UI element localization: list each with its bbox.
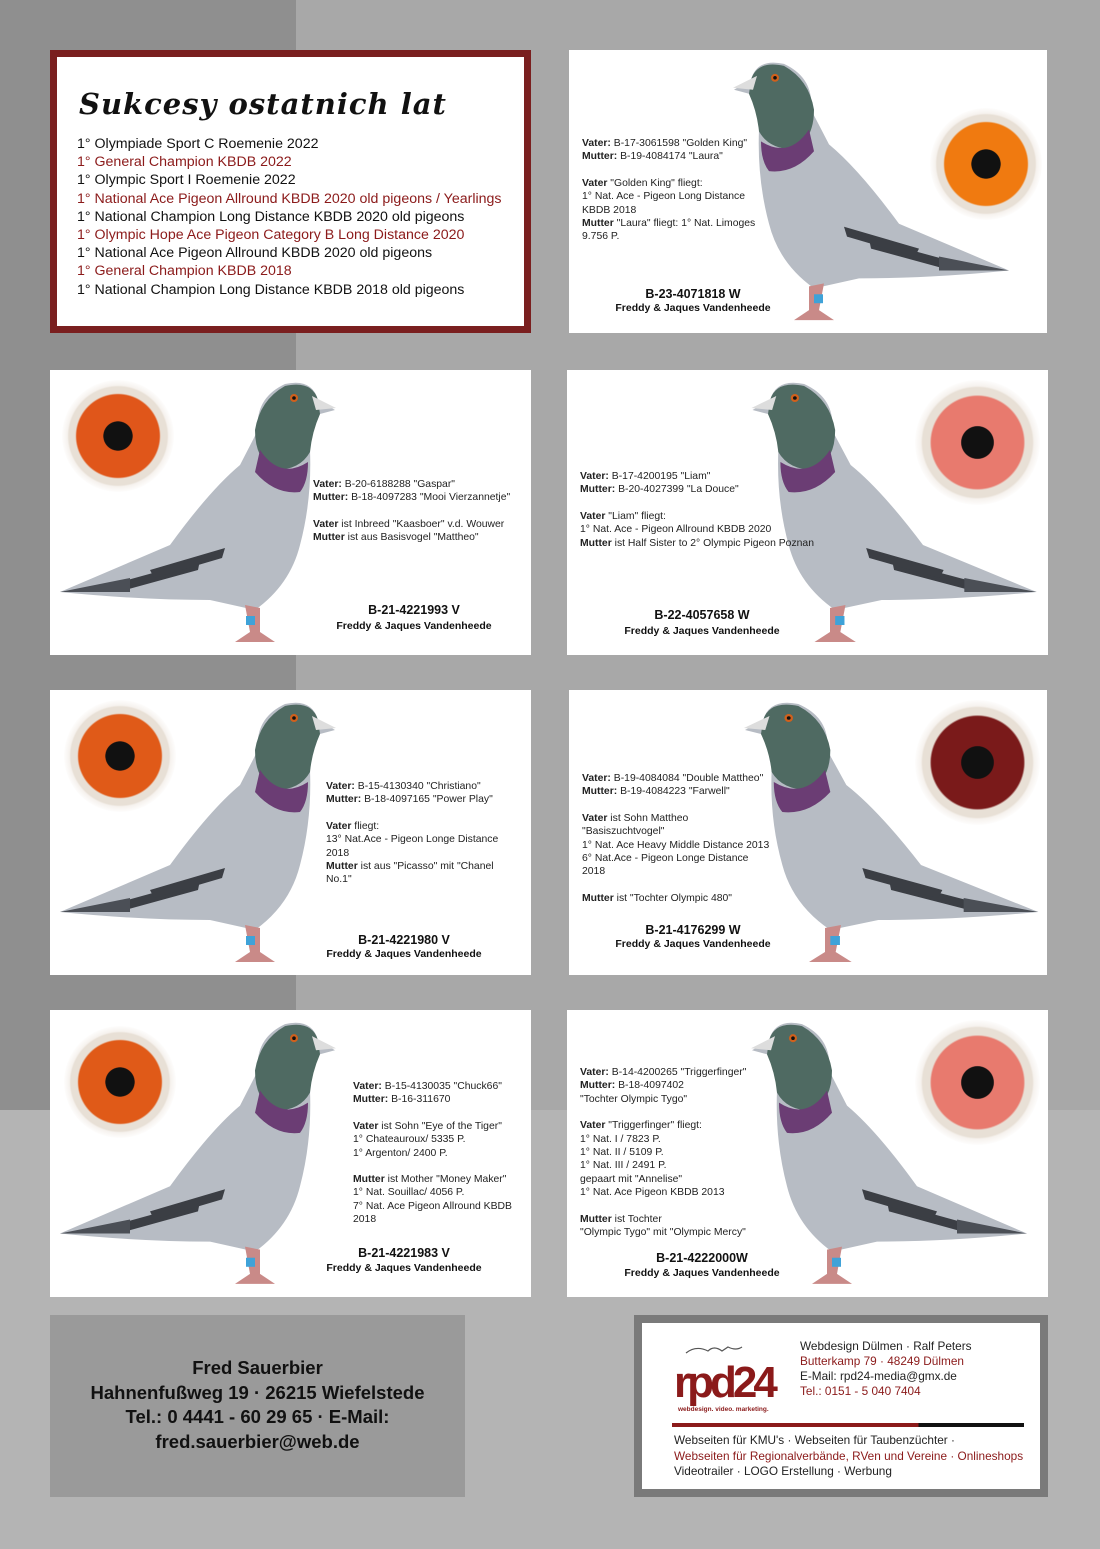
- pedigree-text: "Olympic Tygo" mit "Olympic Mercy": [580, 1227, 746, 1239]
- pedigree-line: [582, 177, 755, 190]
- advert-divider: [672, 1423, 1024, 1427]
- pedigree-line: [582, 785, 769, 798]
- pedigree-text: "Triggerfinger" fliegt:: [605, 1120, 702, 1132]
- contact-name: Fred Sauerbier: [192, 1357, 323, 1378]
- pedigree-line: [582, 852, 769, 865]
- pedigree-text: B-20-4027399 "La Douce": [615, 484, 739, 496]
- pedigree-text: 1° Chateauroux/ 5335 P.: [353, 1134, 466, 1146]
- pedigree-text: No.1": [326, 874, 352, 886]
- pedigree-line: [580, 1079, 746, 1092]
- pedigree-line: [353, 1093, 512, 1106]
- owner-name: Freddy & Jaques Vandenheede: [615, 938, 771, 950]
- ring-number: B-21-4221980 V: [358, 933, 450, 947]
- pedigree-text: "Golden King" fliegt:: [607, 177, 703, 189]
- pedigree-line: [326, 847, 498, 860]
- owner-name: Freddy & Jaques Vandenheede: [615, 302, 771, 314]
- pedigree-line: [580, 1146, 746, 1159]
- pedigree-text: B-18-4097402: [615, 1080, 684, 1092]
- pedigree-label: Vater: [313, 518, 339, 530]
- pedigree-text: 13° Nat.Ace - Pigeon Longe Distance: [326, 834, 499, 846]
- pedigree-line: [326, 780, 498, 793]
- pedigree-line: [582, 190, 755, 203]
- success-item: 1° National Ace Pigeon Allround KBDB 2020 old pigeons: [77, 245, 433, 262]
- pedigree-text: B-18-4097283 "Mooi Vierzannetje": [348, 492, 511, 504]
- advert-line-street: Butterkamp 79 · 48249 Dülmen: [800, 1354, 964, 1368]
- pedigree-text: 1° Argenton/ 2400 P.: [353, 1147, 448, 1159]
- pedigree-line: [582, 150, 755, 163]
- pedigree-label: Vater:: [353, 1081, 382, 1092]
- ring-number: B-23-4071818 W: [645, 287, 741, 301]
- successes-list: [77, 135, 524, 299]
- success-item: 1° Olympiade Sport C Roemenie 2022: [77, 136, 319, 152]
- pedigree-line: [326, 860, 498, 873]
- pedigree-line: [580, 537, 814, 550]
- pedigree-info: [313, 478, 510, 545]
- pedigree-label: Mutter:: [580, 1080, 616, 1092]
- pedigree-text: 1° Nat. Ace - Pigeon Allround KBDB 2020: [580, 524, 772, 536]
- pedigree-label: Mutter: [580, 1213, 612, 1225]
- owner-name: Freddy & Jaques Vandenheede: [624, 1267, 780, 1279]
- pedigree-label: Vater: [353, 1120, 379, 1132]
- pedigree-text: 2018: [582, 866, 606, 878]
- pedigree-text: "Liam" fliegt:: [605, 510, 666, 522]
- pedigree-line: [582, 812, 769, 825]
- pedigree-line: [353, 1200, 512, 1213]
- pedigree-text: ist Sohn "Eye of the Tiger": [378, 1120, 502, 1132]
- pedigree-text: 1° Nat. Ace - Pigeon Long Distance: [582, 191, 745, 203]
- pedigree-line: [326, 807, 498, 820]
- pedigree-label: Vater:: [582, 138, 611, 149]
- pedigree-text: ist Half Sister to 2° Olympic Pigeon Poznan: [611, 537, 814, 549]
- ring-number: B-21-4222000W: [656, 1251, 748, 1265]
- pedigree-line: [353, 1173, 512, 1186]
- success-item: 1° National Champion Long Distance KBDB 2020 old pigeons: [77, 208, 465, 225]
- pedigree-line: [582, 772, 769, 785]
- pedigree-text: B-14-4200265 "Triggerfinger": [608, 1067, 747, 1078]
- pedigree-text: B-19-4084084 "Double Mattheo": [610, 773, 764, 784]
- pigeon-card: [569, 690, 1047, 975]
- pedigree-line: [353, 1080, 512, 1093]
- pedigree-line: [580, 510, 814, 523]
- pedigree-label: Mutter:: [313, 492, 349, 504]
- pedigree-line: [582, 865, 769, 878]
- ring-number: B-21-4176299 W: [645, 923, 741, 937]
- pedigree-line: [353, 1133, 512, 1146]
- ring-number: B-22-4057658 W: [654, 608, 750, 622]
- pedigree-text: B-17-4200195 "Liam": [608, 471, 711, 482]
- pedigree-line: [582, 892, 769, 905]
- successes-box: [50, 50, 531, 333]
- pedigree-text: ist Sohn Mattheo: [607, 812, 689, 824]
- pedigree-line: [580, 483, 814, 496]
- rpd24-logo: [672, 1339, 792, 1415]
- success-item: 1° Olympic Hope Ace Pigeon Category B Long Distance 2020: [77, 227, 465, 244]
- pedigree-line: [582, 839, 769, 852]
- pedigree-line: [326, 833, 498, 846]
- pedigree-label: Mutter:: [353, 1094, 389, 1106]
- pedigree-text: B-20-6188288 "Gaspar": [341, 479, 455, 490]
- pigeon-card: [50, 370, 531, 655]
- pedigree-label: Mutter: [326, 861, 358, 873]
- pedigree-line: [353, 1213, 512, 1226]
- pedigree-text: 1° Nat. I / 7823 P.: [580, 1133, 661, 1145]
- pedigree-line: [313, 491, 510, 504]
- pedigree-line: [582, 137, 755, 150]
- pedigree-text: B-15-4130340 "Christiano": [354, 781, 481, 792]
- pedigree-text: "Tochter Olympic Tygo": [580, 1093, 688, 1105]
- pedigree-text: ist Mother "Money Maker": [384, 1174, 507, 1186]
- pedigree-info: [580, 470, 814, 550]
- pedigree-label: Mutter: [582, 892, 614, 904]
- pedigree-line: [326, 873, 498, 886]
- pedigree-line: [580, 1186, 746, 1199]
- pedigree-line: [353, 1186, 512, 1199]
- pedigree-line: [580, 1119, 746, 1132]
- pedigree-line: [582, 217, 755, 230]
- pedigree-line: [313, 478, 510, 491]
- pedigree-text: B-18-4097165 "Power Play": [361, 794, 493, 806]
- owner-name: Freddy & Jaques Vandenheede: [336, 620, 492, 632]
- pedigree-line: [582, 799, 769, 812]
- pedigree-text: B-17-3061598 "Golden King": [610, 138, 748, 149]
- pedigree-line: [580, 1093, 746, 1106]
- pedigree-line: [582, 164, 755, 177]
- pedigree-line: [313, 505, 510, 518]
- pedigree-line: [580, 470, 814, 483]
- pigeon-card: [567, 370, 1048, 655]
- pedigree-line: [580, 1133, 746, 1146]
- ring-number: B-21-4221983 V: [358, 1246, 450, 1260]
- pedigree-text: "Basiszuchtvogel": [582, 826, 665, 838]
- pedigree-text: B-15-4130035 "Chuck66": [381, 1081, 502, 1092]
- pedigree-info: [582, 772, 769, 905]
- pedigree-text: 2018: [353, 1214, 377, 1226]
- pigeon-card: [569, 50, 1047, 333]
- pedigree-text: B-19-4084174 "Laura": [617, 151, 723, 163]
- logo-wordmark: rpd24: [674, 1358, 774, 1407]
- pedigree-line: [353, 1120, 512, 1133]
- pedigree-label: Vater: [582, 177, 608, 189]
- pedigree-line: [580, 1226, 746, 1239]
- pedigree-line: [580, 1066, 746, 1079]
- owner-name: Freddy & Jaques Vandenheede: [624, 625, 780, 637]
- pedigree-text: ist Inbreed "Kaasboer" v.d. Wouwer: [338, 518, 505, 530]
- pedigree-label: Vater: [580, 1120, 606, 1132]
- pedigree-text: 1° Nat. Souillac/ 4056 P.: [353, 1187, 465, 1199]
- contact-phone: Tel.: 0 4441 - 60 29 65 · E-Mail:: [125, 1406, 390, 1427]
- pedigree-text: KBDB 2018: [582, 204, 637, 216]
- logo-tagline: webdesign. video. marketing.: [678, 1406, 769, 1413]
- pedigree-label: Mutter:: [326, 794, 362, 806]
- pedigree-line: [313, 531, 510, 544]
- advert-services-1: Webseiten für KMU's · Webseiten für Taubenzüchter ·: [674, 1433, 955, 1447]
- advert-line-phone: Tel.: 0151 - 5 040 7404: [800, 1384, 921, 1398]
- advert-line-email[interactable]: E-Mail: rpd24-media@gmx.de: [800, 1369, 957, 1383]
- pedigree-line: [582, 230, 755, 243]
- pedigree-text: 2018: [326, 847, 350, 859]
- pedigree-text: 7° Nat. Ace Pigeon Allround KBDB: [353, 1200, 512, 1212]
- pedigree-line: [580, 1106, 746, 1119]
- pedigree-line: [353, 1160, 512, 1173]
- pedigree-text: "Laura" fliegt: 1° Nat. Limoges: [613, 218, 756, 230]
- pedigree-line: [580, 523, 814, 536]
- pigeon-card: [50, 1010, 531, 1297]
- pedigree-label: Mutter:: [582, 786, 618, 798]
- pedigree-label: Mutter: [313, 532, 345, 544]
- pedigree-label: Mutter: [582, 218, 614, 230]
- pedigree-text: ist aus "Picasso" mit "Chanel: [357, 861, 494, 873]
- pedigree-text: 1° Nat. Ace Pigeon KBDB 2013: [580, 1187, 725, 1199]
- pedigree-label: Vater: [580, 510, 606, 522]
- pedigree-text: 1° Nat. Ace Heavy Middle Distance 2013: [582, 839, 770, 851]
- pedigree-line: [326, 793, 498, 806]
- pedigree-text: ist "Tochter Olympic 480": [613, 892, 732, 904]
- success-item: 1° General Champion KBDB 2018: [77, 263, 292, 280]
- pedigree-label: Mutter:: [582, 151, 618, 163]
- pedigree-text: 1° Nat. III / 2491 P.: [580, 1160, 667, 1172]
- contact-address: Hahnenfußweg 19 · 26215 Wiefelstede: [90, 1381, 425, 1403]
- pedigree-info: [353, 1080, 512, 1227]
- pedigree-label: Mutter:: [580, 484, 616, 496]
- pedigree-line: [353, 1107, 512, 1120]
- advert-panel: [642, 1323, 1040, 1489]
- pedigree-text: 6° Nat.Ace - Pigeon Longe Distance: [582, 853, 749, 865]
- pigeon-card: [567, 1010, 1048, 1297]
- pedigree-text: 9.756 P.: [582, 231, 620, 243]
- pedigree-line: [580, 1200, 746, 1213]
- pedigree-label: Vater: [326, 820, 352, 832]
- ring-number: B-21-4221993 V: [368, 603, 460, 617]
- pedigree-label: Vater:: [326, 781, 355, 792]
- advert-line-company: Webdesign Dülmen · Ralf Peters: [800, 1339, 972, 1353]
- pedigree-line: [582, 879, 769, 892]
- contact-email: fred.sauerbier@web.de: [155, 1430, 360, 1452]
- pedigree-label: Vater:: [580, 471, 609, 482]
- pedigree-text: B-19-4084223 "Farwell": [617, 786, 730, 798]
- pedigree-text: ist aus Basisvogel "Mattheo": [344, 532, 479, 544]
- pedigree-text: 1° Nat. II / 5109 P.: [580, 1147, 664, 1159]
- pedigree-line: [580, 1213, 746, 1226]
- pedigree-text: gepaart mit "Annelise": [580, 1173, 683, 1185]
- pedigree-line: [580, 1159, 746, 1172]
- contact-box: [50, 1315, 465, 1497]
- success-item: 1° National Ace Pigeon Allround KBDB 2020 old pigeons / Yearlings: [77, 190, 502, 207]
- success-item: 1° National Champion Long Distance KBDB 2018 old pigeons: [77, 281, 465, 298]
- advert-box: [634, 1315, 1048, 1497]
- pedigree-text: B-16-311670: [388, 1094, 451, 1106]
- pedigree-label: Mutter: [580, 537, 612, 549]
- pedigree-line: [326, 820, 498, 833]
- pedigree-text: ist Tochter: [611, 1213, 662, 1225]
- pedigree-line: [580, 497, 814, 510]
- pedigree-info: [580, 1066, 746, 1239]
- success-item: 1° Olympic Sport I Roemenie 2022: [77, 172, 296, 189]
- owner-name: Freddy & Jaques Vandenheede: [326, 948, 482, 960]
- pedigree-label: Vater:: [582, 773, 611, 784]
- advert-services-2: Webseiten für Regionalverbände, RVen und Vereine · Onlineshops: [674, 1448, 1024, 1463]
- pedigree-line: [582, 204, 755, 217]
- pedigree-info: [326, 780, 498, 887]
- pedigree-label: Vater: [582, 812, 608, 824]
- advert-services-3: Videotrailer · LOGO Erstellung · Werbung: [674, 1464, 892, 1478]
- pedigree-info: [582, 137, 755, 244]
- owner-name: Freddy & Jaques Vandenheede: [326, 1262, 482, 1274]
- pedigree-label: Mutter: [353, 1174, 385, 1186]
- pedigree-line: [313, 518, 510, 531]
- pedigree-label: Vater:: [580, 1067, 609, 1078]
- successes-title: Sukcesy ostatnich lat: [79, 87, 447, 121]
- pigeon-card: [50, 690, 531, 975]
- pedigree-label: Vater:: [313, 479, 342, 490]
- success-item: 1° General Champion KBDB 2022: [77, 154, 292, 171]
- pedigree-line: [582, 825, 769, 838]
- pedigree-line: [353, 1147, 512, 1160]
- pedigree-text: fliegt:: [351, 820, 380, 832]
- pedigree-line: [580, 1173, 746, 1186]
